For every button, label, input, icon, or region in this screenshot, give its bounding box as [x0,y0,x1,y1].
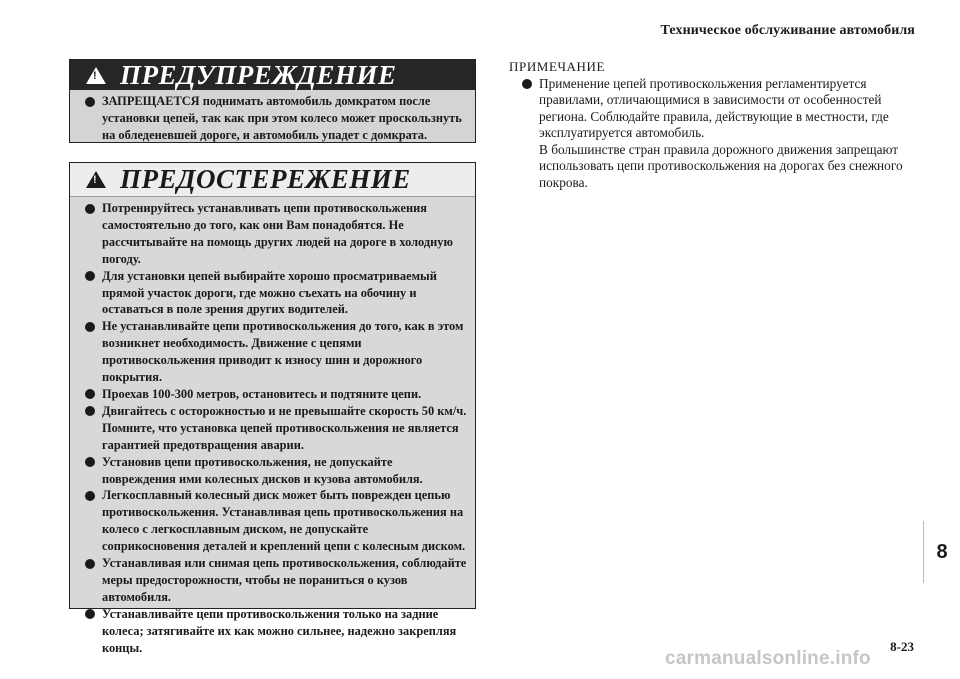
bullet-icon [85,609,95,619]
page-number: 8-23 [890,639,914,654]
bullet-icon [522,79,532,89]
note-section [509,59,914,191]
warning-item [82,93,467,144]
caution-item-text: Потренируйтесь устанавливать цепи противоскольжения самостоятельно до того, как они Вам понадобятся. Не рассчитывайте на помощь других людей на дороге в холодную погоду. [102,201,453,266]
note-item [509,76,914,192]
caution-item [82,200,467,268]
warning-triangle-icon [86,67,106,84]
bullet-icon [85,389,95,399]
caution-item [82,487,467,555]
caution-item-text: Двигайтесь с осторожностью и не превышайте скорость 50 км/ч. Помните, что установка цепей противоскольжения не является гарантией предотвращения аварии. [102,403,467,452]
warning-heading: ПРЕДУПРЕЖДЕНИЕ [120,59,397,90]
caution-item-text: Легкосплавный колесный диск может быть поврежден цепью противоскольжения. Устанавливая цепь противоскольжения на колесо с легкосплавным диском, не допускайте соприкосновения деталей и креплений цепи с колесным диском. [102,488,466,554]
caution-item [82,403,467,454]
bullet-icon [85,271,95,281]
chapter-tab: 8 [924,521,960,583]
caution-item [82,386,467,403]
caution-item-text: Установив цепи противоскольжения, не допускайте повреждения ими колесных дисков и кузова автомобиля. [102,454,423,486]
bullet-icon [85,204,95,214]
caution-item [82,454,467,488]
bullet-icon [85,406,95,416]
watermark: carmanualsonline.info [665,648,871,669]
caution-item-text: Не устанавливайте цепи противоскольжения до того, как в этом возникнет необходимость. Движение с цепями противоскольжения приводит к износу шин и дорожного покрытия. [102,319,464,385]
caution-triangle-icon [86,171,106,188]
bullet-icon [85,491,95,501]
page-header-title: Техническое обслуживание автомобиля [660,23,915,38]
warning-item-text: ЗАПРЕЩАЕТСЯ поднимать автомобиль домкратом после установки цепей, так как при этом колесо может проскользнуть на обледеневшей дороге, и автомобиль упадет с домкрата. [102,94,462,142]
caution-item-text: Устанавливайте цепи противоскольжения только на задние колеса; затягивайте их как можно сильнее, надежно закрепляя концы. [102,606,457,655]
caution-banner [70,163,475,197]
bullet-icon [85,322,95,332]
bullet-icon [85,559,95,569]
note-item-text: Применение цепей противоскольжения регламентируется правилами, отличающимися в зависимости от особенностей региона. Соблюдайте правила, действующие в местности, где эксплуатируется автомобиль. В большинстве стран правила дорожного движения запрещают использовать цепи противоскольжения на дорогах без снежного покрова. [539,75,903,190]
caution-list [70,197,475,656]
bullet-icon [85,457,95,467]
warning-banner [70,60,475,90]
caution-item-text: Устанавливая или снимая цепь противоскольжения, соблюдайте меры предосторожности, чтобы не пораниться о кузов автомобиля. [102,556,467,604]
caution-item [82,606,467,657]
note-title: ПРИМЕЧАНИЕ [509,59,606,74]
warning-list [70,90,475,144]
caution-item [82,318,467,386]
caution-box [69,162,476,655]
bullet-icon [85,97,95,107]
warning-box [69,59,476,143]
caution-heading: ПРЕДОСТЕРЕЖЕНИЕ [120,164,411,194]
caution-item-text: Для установки цепей выбирайте хорошо просматриваемый прямой участок дороги, где можно съехать на обочину и оставаться в поле зрения других водителей. [102,268,437,317]
caution-item [82,555,467,606]
caution-item [82,268,467,319]
caution-item-text: Проехав 100-300 метров, остановитесь и подтяните цепи. [102,386,422,401]
